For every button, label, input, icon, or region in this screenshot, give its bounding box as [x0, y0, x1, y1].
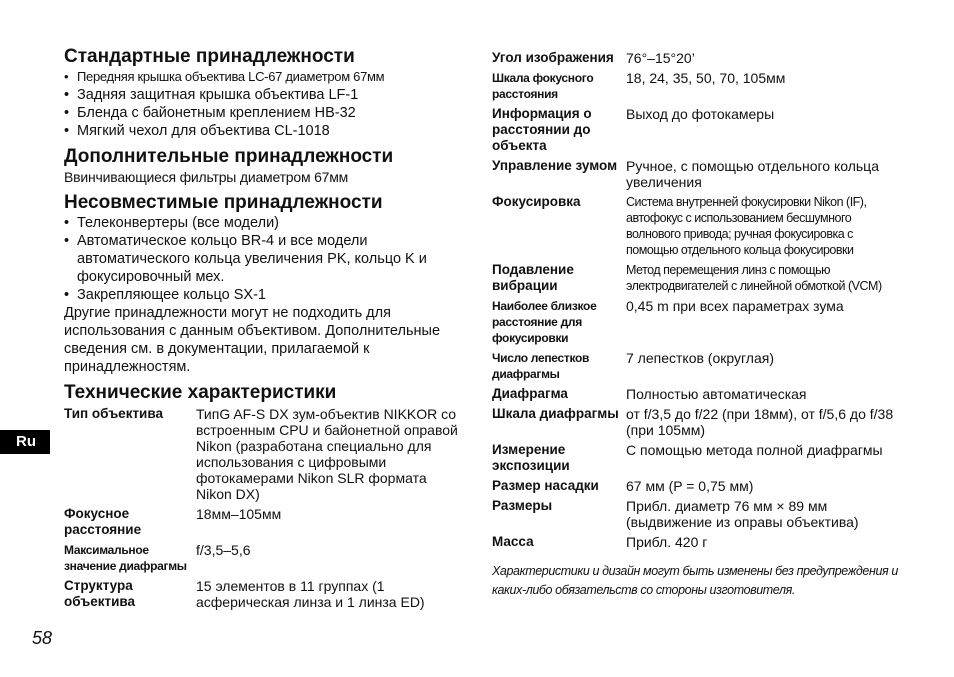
spec-value: от f/3,5 до f/22 (при 18мм), от f/5,6 до f/38 (при 105мм)	[626, 406, 894, 438]
optional-accessories-title: Дополнительные принадлежности	[64, 146, 394, 167]
spec-value: Ручное, с помощью отдельного кольца увеличения	[626, 158, 879, 190]
spec-value: ТипG AF-S DX зум-объектив NIKKOR со встроенным CPU и байонетной оправой Nikon (разработана специально для использования с цифровыми фотокамерами Nikon SLR формата Nikon DX)	[196, 406, 458, 502]
left-column	[64, 46, 464, 614]
incompatible-accessories-list	[64, 214, 464, 304]
right-column	[492, 50, 902, 600]
list-item: • Закрепляющее кольцо SX-1	[64, 286, 464, 304]
spec-row	[492, 50, 902, 66]
spec-value: Прибл. 420 г	[626, 534, 708, 550]
spec-row	[64, 506, 464, 538]
spec-row	[492, 406, 902, 438]
spec-row	[492, 478, 902, 494]
list-item: • Мягкий чехол для объектива CL-1018	[64, 122, 464, 140]
list-item: • Передняя крышка объектива LC-67 диаметром 67мм	[64, 68, 464, 86]
spec-key: Подавление вибрации	[492, 262, 574, 293]
spec-value: Прибл. диаметр 76 мм × 89 мм (выдвижение из оправы объектива)	[626, 498, 859, 530]
spec-key: Максимальное значение диафрагмы	[64, 543, 187, 573]
spec-value: 76°–15°20’	[626, 50, 695, 66]
spec-row	[492, 70, 902, 102]
spec-key: Наиболее близкое расстояние для фокусировки	[492, 299, 597, 345]
spec-row	[492, 498, 902, 530]
spec-key: Управление зумом	[492, 158, 618, 173]
standard-accessories	[64, 46, 464, 140]
specifications-title: Технические характеристики	[64, 382, 337, 403]
spec-row	[492, 298, 902, 346]
spec-value: 7 лепестков (округлая)	[626, 350, 775, 366]
list-item: • Задняя защитная крышка объектива LF-1	[64, 86, 464, 104]
spec-value: f/3,5–5,6	[196, 542, 251, 558]
spec-row	[492, 350, 902, 382]
spec-key: Размеры	[492, 498, 553, 513]
spec-row	[492, 442, 902, 474]
spec-key: Масса	[492, 534, 534, 549]
standard-accessories-title: Стандартные принадлежности	[64, 46, 355, 67]
spec-value: Система внутренней фокусировки Nikon (IF), автофокус с использованием бесшумного волнового привода; ручная фокусировка с помощью отдельного кольца фокусировки	[626, 195, 867, 257]
spec-row	[492, 386, 902, 402]
optional-accessories-text: Ввинчивающиеся фильтры диаметром 67мм	[64, 169, 349, 185]
list-item: • Бленда с байонетным креплением HB-32	[64, 104, 464, 122]
spec-key: Фокусировка	[492, 194, 581, 209]
spec-row	[64, 542, 464, 574]
spec-key: Измерение экспозиции	[492, 442, 570, 473]
incompatible-note: Другие принадлежности могут не подходить для использования с данным объективом. Дополнительные сведения см. в документации, прилагаемой к принадлежностям.	[64, 305, 441, 375]
spec-value: Полностью автоматическая	[626, 386, 807, 402]
spec-key: Информация о расстоянии до объекта	[492, 106, 592, 153]
spec-key: Размер насадки	[492, 478, 599, 493]
incompatible-accessories	[64, 192, 464, 376]
spec-key: Угол изображения	[492, 50, 614, 65]
standard-accessories-list	[64, 68, 464, 140]
spec-key: Фокусное расстояние	[64, 506, 142, 537]
spec-value: 18, 24, 35, 50, 70, 105мм	[626, 70, 786, 86]
spec-key: Шкала диафрагмы	[492, 406, 619, 421]
list-item: • Телеконвертеры (все модели)	[64, 214, 464, 232]
page-number: 58	[32, 628, 53, 648]
spec-row	[492, 534, 902, 550]
spec-row	[492, 158, 902, 190]
spec-value: 67 мм (P = 0,75 мм)	[626, 478, 754, 494]
spec-row	[64, 406, 464, 502]
spec-row	[492, 262, 902, 294]
spec-key: Структура объектива	[64, 578, 136, 609]
spec-key: Тип объектива	[64, 406, 163, 421]
specifications	[64, 382, 464, 610]
spec-row	[64, 578, 464, 610]
spec-key: Число лепестков диафрагмы	[492, 351, 590, 381]
spec-value: 18мм–105мм	[196, 506, 282, 522]
spec-value: Выход до фотокамеры	[626, 106, 775, 122]
optional-accessories	[64, 146, 464, 186]
spec-value: Метод перемещения линз с помощью электродвигателей с линейной обмоткой (VCM)	[626, 263, 882, 293]
spec-value: 15 элементов в 11 группах (1 асферическая линза и 1 линза ED)	[196, 578, 425, 610]
spec-key: Диафрагма	[492, 386, 568, 401]
spec-key: Шкала фокусного расстояния	[492, 71, 594, 101]
incompatible-accessories-title: Несовместимые принадлежности	[64, 192, 383, 213]
list-item: • Автоматическое кольцо BR-4 и все модели автоматического кольца увеличения PK, кольцо K и фокусировочный мех.	[64, 232, 464, 286]
spec-value: 0,45 m при всех параметрах зума	[626, 298, 844, 314]
language-tab: Ru	[0, 430, 50, 454]
spec-value: С помощью метода полной диафрагмы	[626, 442, 883, 458]
disclaimer: Характеристики и дизайн могут быть изменены без предупреждения и каких-либо обязательств со стороны изготовителя.	[492, 564, 898, 597]
spec-row	[492, 106, 902, 154]
spec-row	[492, 194, 902, 258]
